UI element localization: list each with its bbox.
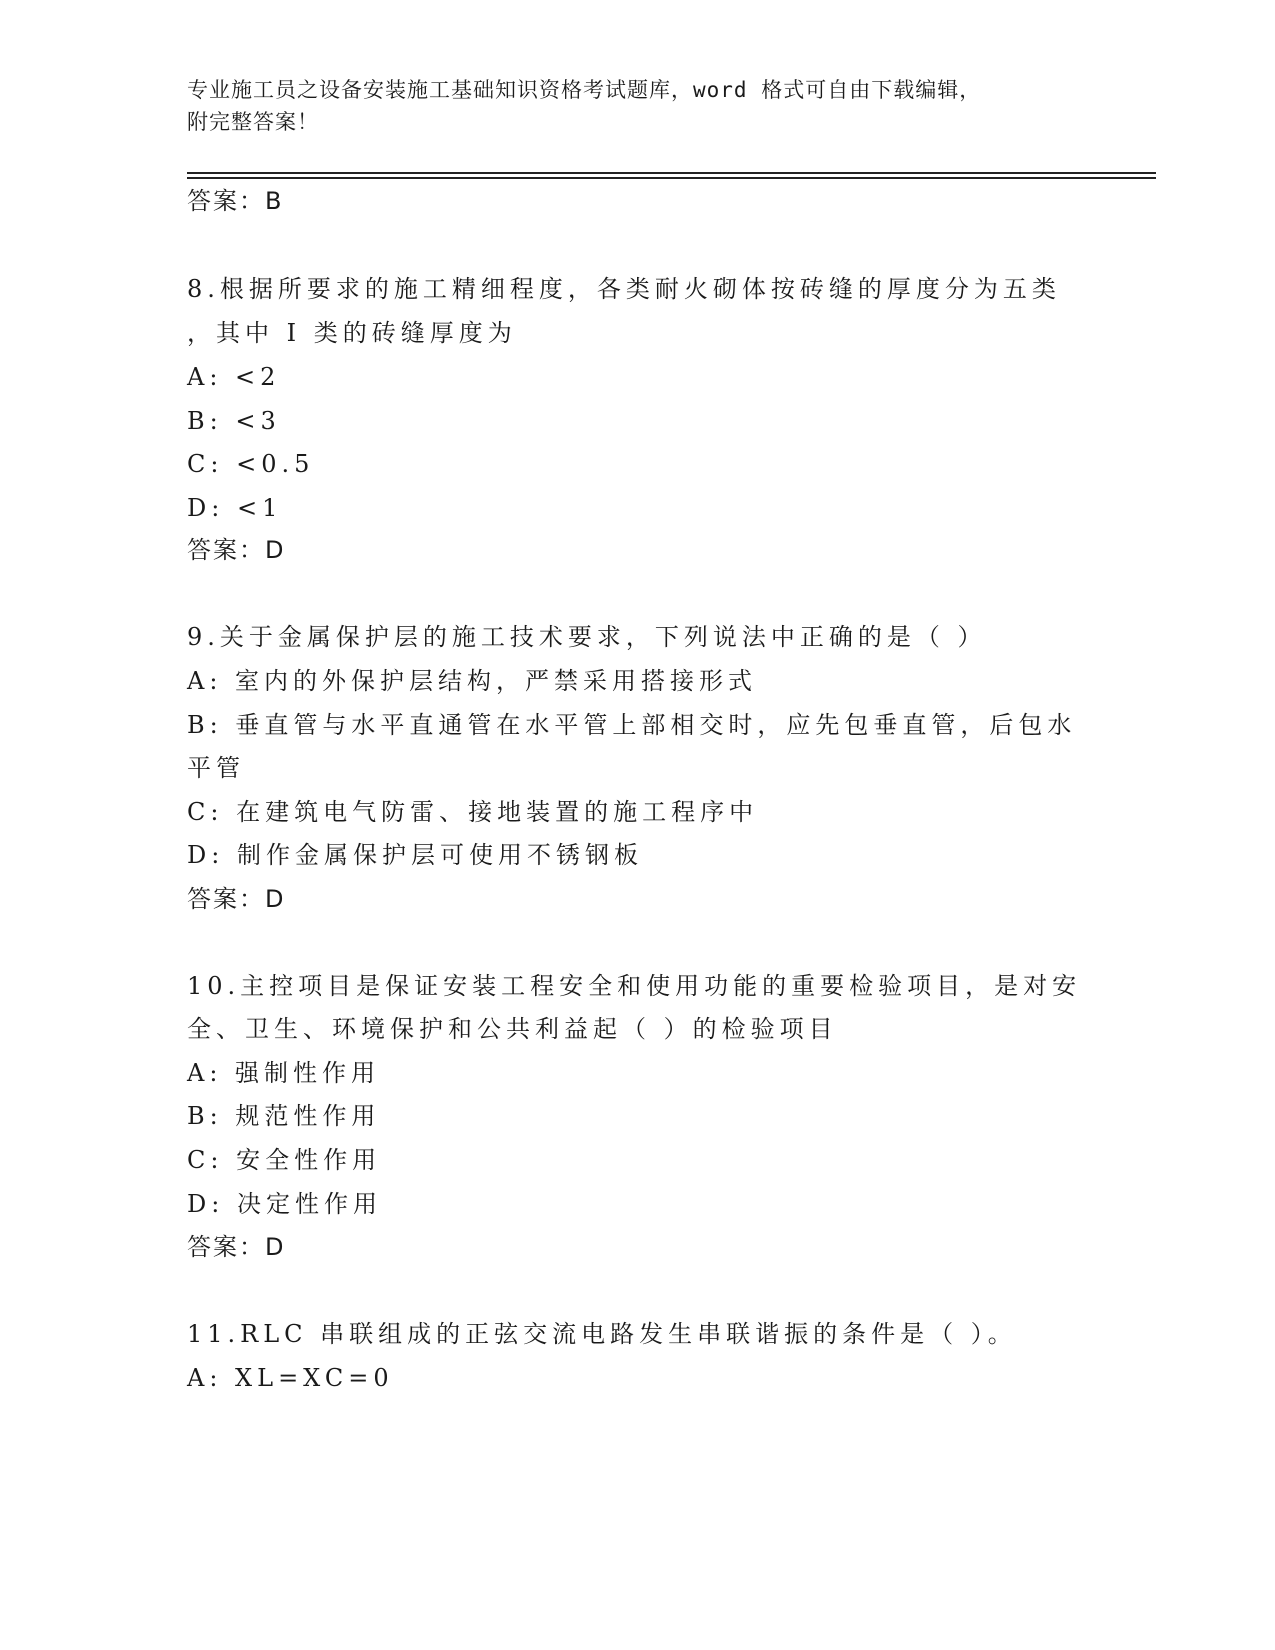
question-8-option-b: B: <3 — [187, 407, 281, 435]
question-10-stem-line-1: 10.主控项目是保证安装工程安全和使用功能的重要检验项目，是对安 — [187, 972, 1082, 1000]
question-9-option-c: C: 在建筑电气防雷、接地装置的施工程序中 — [187, 798, 759, 826]
header-rule-top — [187, 172, 1156, 174]
question-8-option-c: C: <0.5 — [187, 450, 315, 478]
question-9-option-a: A: 室内的外保护层结构，严禁采用搭接形式 — [187, 667, 758, 695]
question-10-option-d: D: 决定性作用 — [187, 1190, 382, 1218]
question-8-stem-line-2: ，其中 I 类的砖缝厚度为 — [187, 319, 517, 347]
question-11-option-a: A: XL=XC=0 — [187, 1364, 394, 1392]
question-8-answer: 答案：D — [187, 536, 286, 564]
question-10-option-a: A: 强制性作用 — [187, 1059, 381, 1087]
question-9-stem-line-1: 9.关于金属保护层的施工技术要求，下列说法中正确的是（ ） — [187, 623, 987, 651]
question-10-answer: 答案：D — [187, 1233, 286, 1261]
document-header — [187, 74, 1087, 138]
previous-answer: 答案：B — [187, 187, 284, 215]
header-line-2: 附完整答案！ — [187, 110, 319, 134]
question-8-stem-line-1: 8.根据所要求的施工精细程度，各类耐火砌体按砖缝的厚度分为五类 — [187, 275, 1061, 303]
question-9-option-d: D: 制作金属保护层可使用不锈钢板 — [187, 841, 643, 869]
question-8-option-a: A: <2 — [187, 363, 281, 391]
header-line-1: 专业施工员之设备安装施工基础知识资格考试题库，word 格式可自由下载编辑， — [187, 78, 982, 102]
question-10-option-b: B: 规范性作用 — [187, 1102, 381, 1130]
question-8-option-d: D: <1 — [187, 494, 283, 522]
question-9-answer: 答案：D — [187, 885, 286, 913]
question-10-option-c: C: 安全性作用 — [187, 1146, 382, 1174]
question-10-stem-line-2: 全、卫生、环境保护和公共利益起（ ）的检验项目 — [187, 1015, 838, 1043]
question-9-option-b: B: 垂直管与水平直通管在水平管上部相交时，应先包垂直管，后包水 — [187, 711, 1077, 739]
question-9-option-b-cont: 平管 — [187, 754, 245, 782]
header-rule-bottom — [187, 177, 1156, 179]
question-11-stem-line-1: 11.RLC 串联组成的正弦交流电路发生串联谐振的条件是（ ）。 — [187, 1320, 1017, 1348]
